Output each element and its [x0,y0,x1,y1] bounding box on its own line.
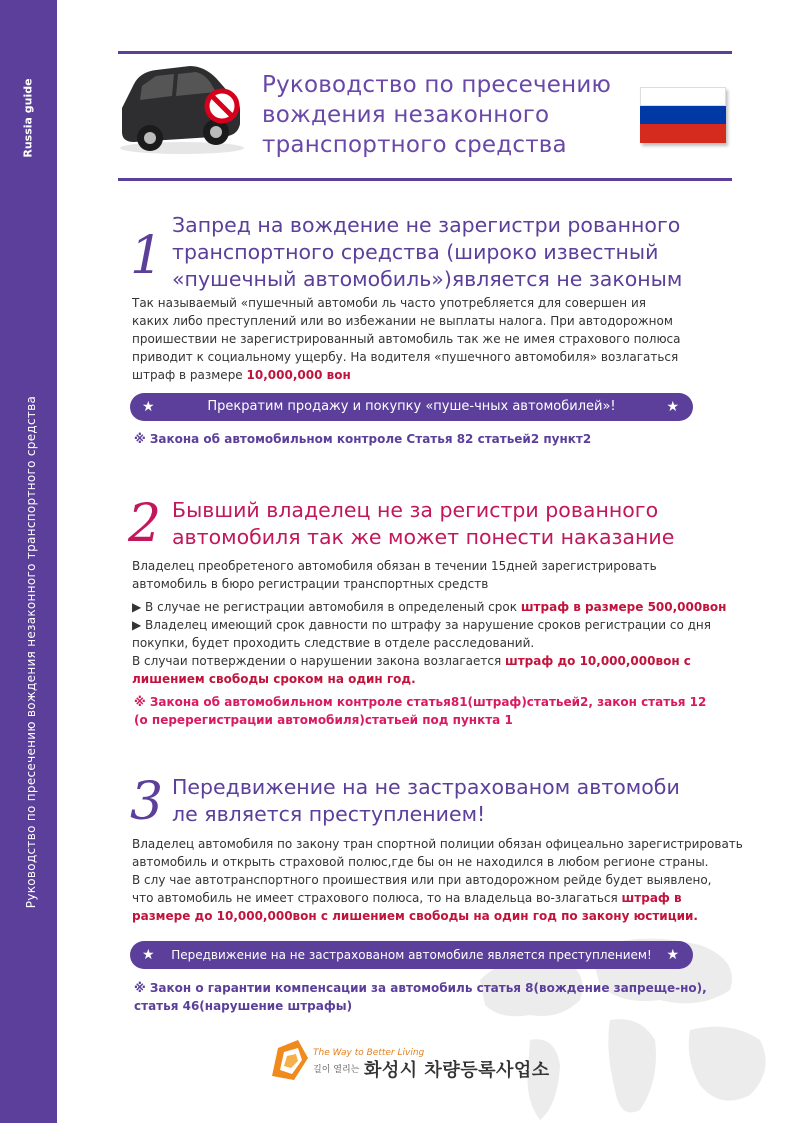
car-prohibited-icon [112,58,252,158]
logo-tagline: The Way to Better Living [313,1048,425,1058]
logo-tagline-korean: 길이 열리는 [313,1065,360,1075]
section2-intro: Владелец преобретеного автомобиля обязан в течении 15дней зарегистрировать автомобиль в бюро регистрации транспортных средств [132,559,657,591]
section1-number: 1 [130,226,164,286]
sidebar [0,0,57,1123]
section1-body: Так называемый «пушечный автомоби ль часто употребляется для совершен ия каких либо преступлений или во избежании не выплаты налога. При автодорожном проишествии не зарегистрированный автомобиль так же не имея страхового полюса приводит к социальному ущербу. На водителя «пушечного автомобиля» возлагаться штраф в размере 10,000,000 вон [132,296,681,382]
section3-number: 3 [130,772,164,832]
section1-slogan-banner: ★ Прекратим продажу и покупку «пуше-чных автомобилей»! ★ [130,393,693,421]
header-top-divider [118,51,732,54]
star-icon: ★ [142,399,155,415]
section3-law-note: ※ Закон о гарантии компенсации за автомобиль статья 8(вождение запреще-но), статья 46(нарушение штрафы) [134,981,707,1013]
section3-body: Владелец автомобиля по закону тран спортной полиции обязан офицеально зарегистрировать автомобиль и открыть страховой полюс,где бы он не находился в любом регионе страны. В слу чае автотранспортного проишествия или при автодорожном рейде будет выявлено, что автомобиль не имеет страхового полюса, то на владельца во-злагаться штраф в размере до 10,000,000вон с лишением свободы на один год по закону юстиции. [132,837,743,923]
header-bottom-divider [118,178,732,181]
page-title: Руководство по пресечению вождения незаконного транспортного средства [262,72,612,158]
hwaseong-logo-icon [268,1036,312,1084]
section2-number: 2 [128,494,162,554]
section1-fine-amount: 10,000,000 вон [246,368,351,382]
section2-title: Бывший владелец не за регистри рованного автомобиля так же может понести наказание [172,498,675,549]
section1-title: Запред на вождение не зарегистри рованного транспортного средства (широко известный «пушечный автомобиль»)является не законым [172,213,683,291]
logo-organization-name: 화성시 차량등록사업소 [364,1060,550,1081]
star-icon: ★ [142,947,155,963]
russia-flag-icon [640,87,726,143]
section1-law-note: ※ Закона об автомобильном контроле Статья 82 статьей2 пункт2 [134,432,592,446]
sidebar-guide-label: Russia guide [21,78,35,158]
section2-law-note: ※ Закона об автомобильном контроле статья81(штраф)статьей2, закон статья 12 (о перерегистрации автомобиля)статьей под пункта 1 [134,695,707,727]
section3-slogan-banner: ★ Передвижение на не застрахованом автомобиле является преступлением! ★ [130,941,693,969]
star-icon: ★ [666,399,679,415]
section3-title: Передвижение на не застрахованом автомоби ле является преступлением! [172,775,680,826]
section2-bullets: ▶ В случае не регистрации автомобиля в определеный срок штраф в размере 500,000вон ▶ Владелец имеющий срок давности по штрафу за нарушение сроков регистрации со дня покупки, будет проходить следствие в отделе расследований. В случаи потверждении о нарушении закона возлагается штраф до 10,000,000вон с лишением свободы сроком на один год. [132,600,727,686]
star-icon: ★ [666,947,679,963]
sidebar-vertical-title: Руководство по пресечению вождения незаконного транспортного средства [24,395,38,909]
